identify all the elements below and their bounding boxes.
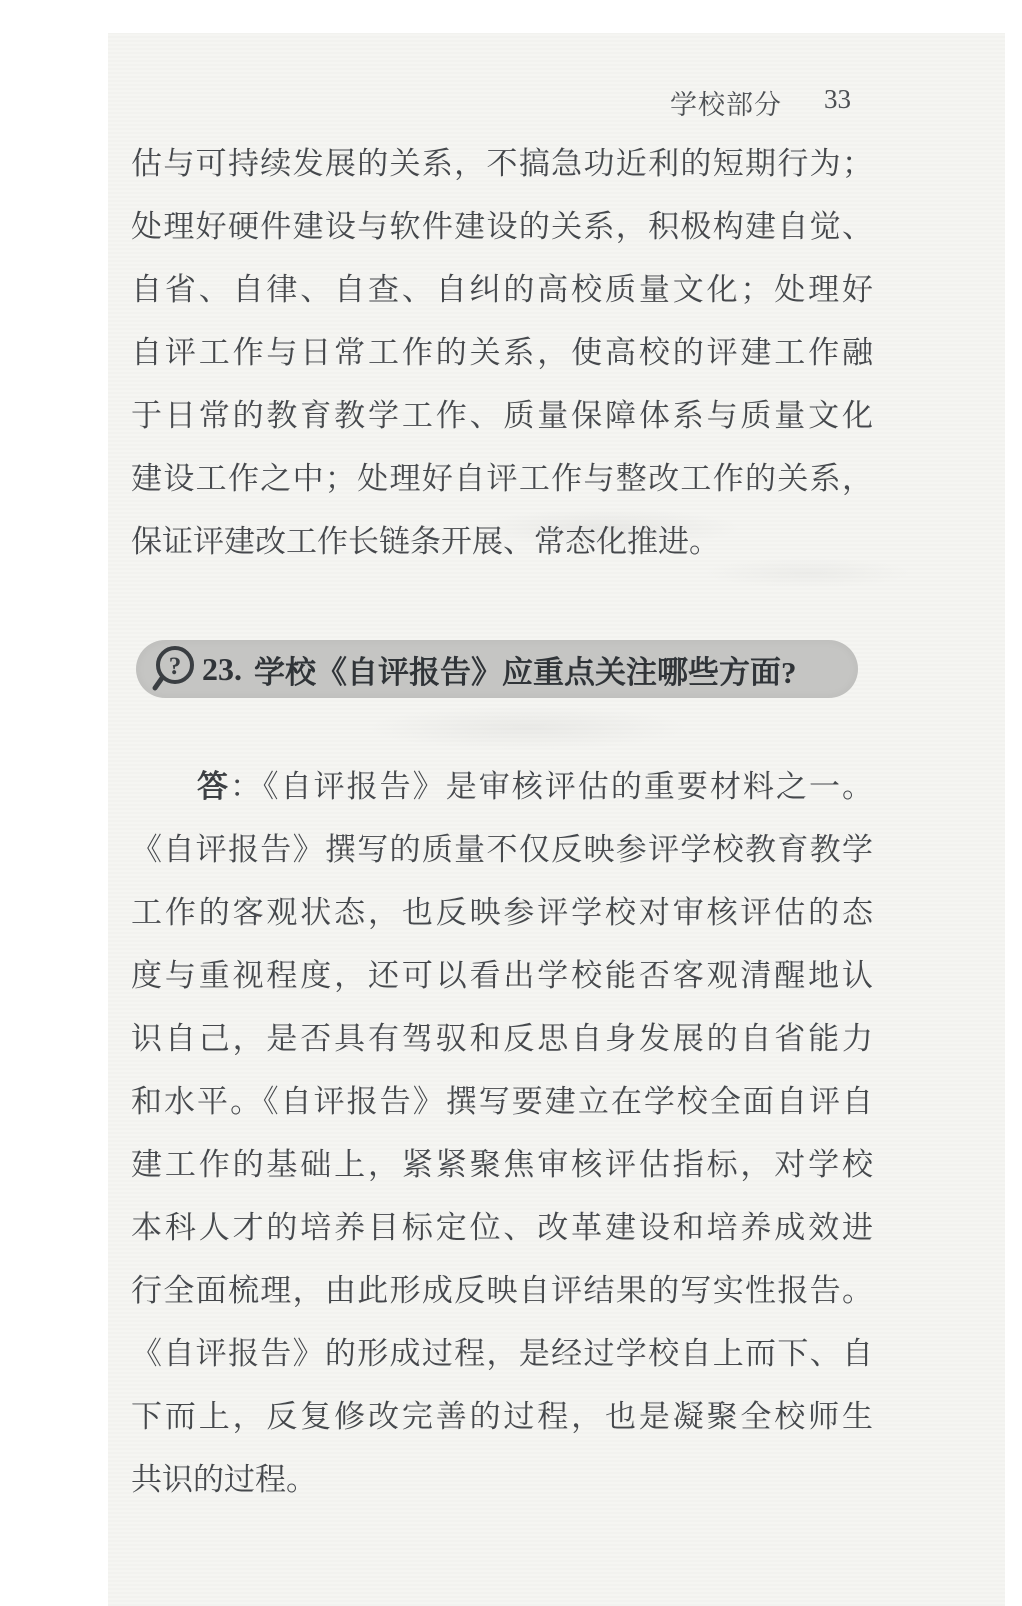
answer-paragraph: [131, 755, 873, 1511]
text-line: 建设工作之中；处理好自评工作与整改工作的关系，: [131, 461, 873, 496]
question-title: 学校《自评报告》应重点关注哪些方面?: [254, 654, 797, 690]
svg-text:?: ?: [168, 653, 182, 680]
text-line: 度与重视程度，还可以看出学校能否客观清醒地认: [131, 958, 873, 993]
text-line: 和水平。《自评报告》撰写要建立在学校全面自评自: [131, 1084, 873, 1119]
text-line: 自评工作与日常工作的关系，使高校的评建工作融: [131, 335, 873, 370]
continuation-paragraph: [131, 132, 873, 573]
section-title: 学校部分: [670, 90, 782, 120]
text-line: 建工作的基础上，紧紧聚焦审核评估指标，对学校: [131, 1147, 873, 1182]
text-line: 《自评报告》撰写的质量不仅反映参评学校教育教学: [131, 832, 873, 867]
page-number: 33: [824, 84, 851, 114]
text-line: 保证评建改工作长链条开展、常态化推进。: [131, 524, 720, 559]
running-header: [108, 83, 1005, 119]
text-line: 行全面梳理，由此形成反映自评结果的写实性报告。: [131, 1273, 873, 1308]
text-line: 估与可持续发展的关系，不搞急功近利的短期行为；: [131, 146, 873, 181]
text-line: 共识的过程。: [131, 1462, 317, 1497]
question-mark-icon: [150, 644, 196, 698]
text-line: 答：《自评报告》是审核评估的重要材料之一。: [197, 769, 873, 804]
answer-lead: 答: [197, 769, 231, 804]
text-line: 处理好硬件建设与软件建设的关系，积极构建自觉、: [131, 209, 873, 244]
question-number: 23.: [202, 650, 242, 687]
text-line: 《自评报告》的形成过程，是经过学校自上而下、自: [131, 1336, 873, 1371]
text-line: 识自己，是否具有驾驭和反思自身发展的自省能力: [131, 1021, 873, 1056]
text-line: 自省、自律、自查、自纠的高校质量文化；处理好: [131, 272, 873, 307]
page-surface: [108, 33, 1005, 1606]
text-line: 工作的客观状态，也反映参评学校对审核评估的态: [131, 895, 873, 930]
text-line: 于日常的教育教学工作、质量保障体系与质量文化: [131, 398, 873, 433]
text-line: 本科人才的培养目标定位、改革建设和培养成效进: [131, 1210, 873, 1245]
text-line: 下而上，反复修改完善的过程，也是凝聚全校师生: [131, 1399, 873, 1434]
question-heading: [136, 640, 858, 698]
